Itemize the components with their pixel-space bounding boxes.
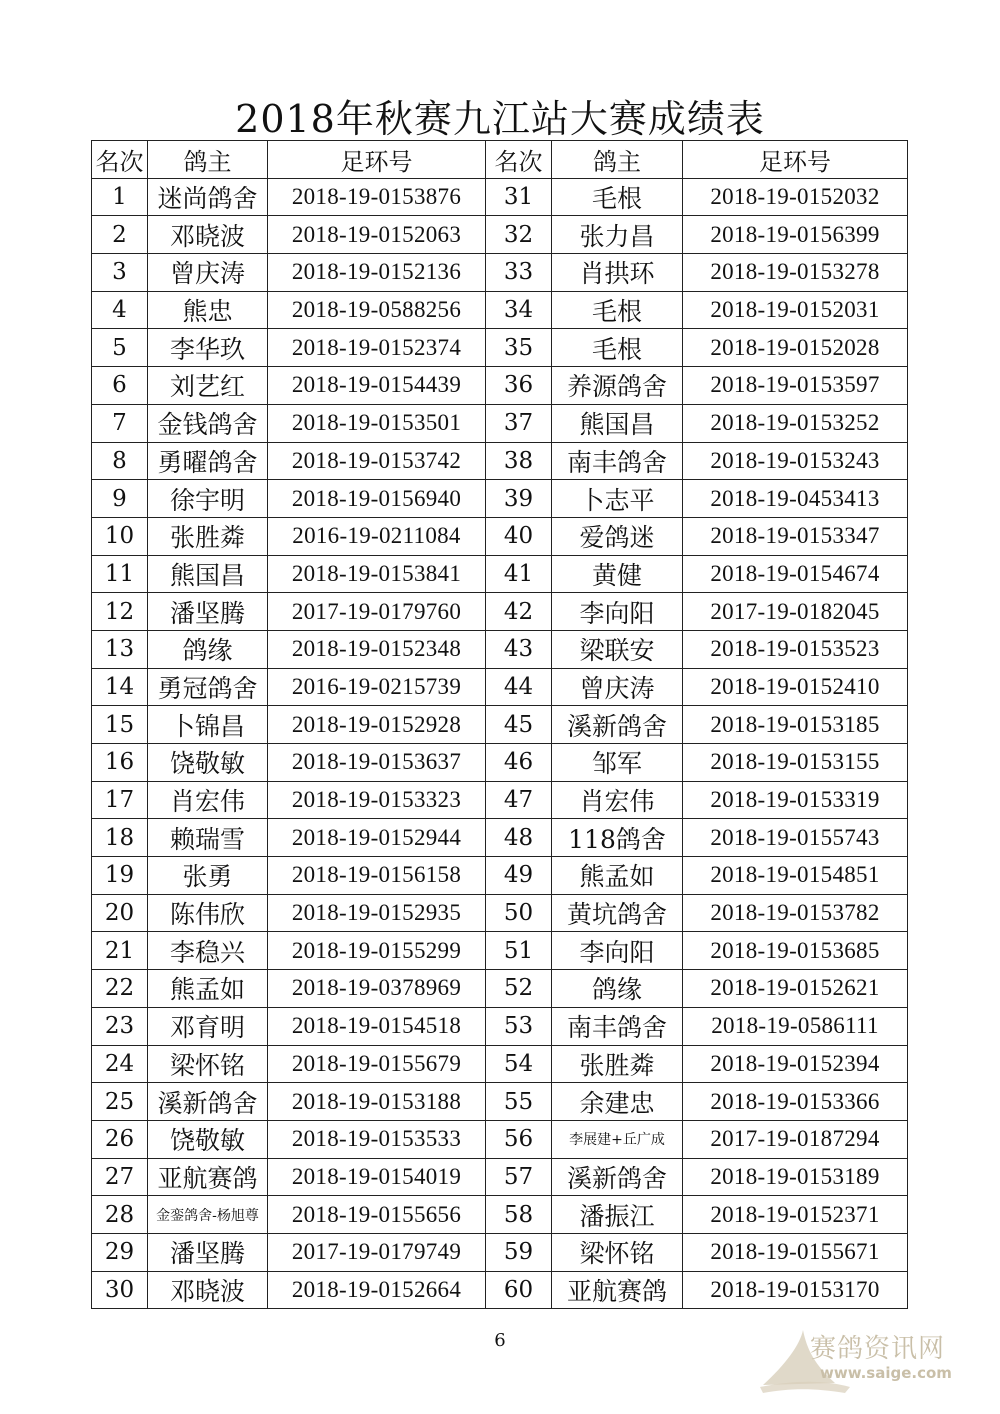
rank-cell: 35 <box>486 329 552 367</box>
owner-cell: 李稳兴 <box>148 932 268 970</box>
rank-cell: 17 <box>92 781 148 819</box>
ring-cell: 2016-19-0211084 <box>268 517 486 555</box>
owner-cell: 勇冠鸽舍 <box>148 668 268 706</box>
owner-cell: 徐宇明 <box>148 480 268 518</box>
owner-cell: 曾庆涛 <box>148 254 268 292</box>
rank-cell: 19 <box>92 857 148 895</box>
rank-cell: 46 <box>486 744 552 782</box>
owner-cell: 爱鸽迷 <box>552 517 683 555</box>
ring-cell: 2018-19-0153155 <box>683 744 908 782</box>
owner-cell: 金銮鸽舍-杨旭尊 <box>148 1196 268 1234</box>
owner-cell: 毛根 <box>552 291 683 329</box>
ring-cell: 2018-19-0155656 <box>268 1196 486 1234</box>
table-row <box>92 894 908 932</box>
ring-cell: 2018-19-0152063 <box>268 216 486 254</box>
rank-cell: 4 <box>92 291 148 329</box>
table-row <box>92 932 908 970</box>
table-row <box>92 1196 908 1234</box>
owner-cell: 熊孟如 <box>148 970 268 1008</box>
ring-cell: 2018-19-0152348 <box>268 630 486 668</box>
rank-cell: 42 <box>486 593 552 631</box>
rank-cell: 25 <box>92 1083 148 1121</box>
rank-cell: 33 <box>486 254 552 292</box>
ring-cell: 2018-19-0155679 <box>268 1045 486 1083</box>
rank-cell: 50 <box>486 894 552 932</box>
rank-cell: 21 <box>92 932 148 970</box>
results-body <box>92 178 908 1309</box>
ring-cell: 2018-19-0153188 <box>268 1083 486 1121</box>
ring-cell: 2018-19-0152394 <box>683 1045 908 1083</box>
owner-cell: 李向阳 <box>552 593 683 631</box>
ring-cell: 2018-19-0153252 <box>683 404 908 442</box>
ring-cell: 2018-19-0154851 <box>683 857 908 895</box>
results-table <box>91 140 908 1309</box>
rank-cell: 38 <box>486 442 552 480</box>
owner-cell: 潘坚腾 <box>148 1233 268 1271</box>
ring-cell: 2018-19-0153742 <box>268 442 486 480</box>
rank-cell: 59 <box>486 1233 552 1271</box>
rank-cell: 37 <box>486 404 552 442</box>
owner-cell: 李华玖 <box>148 329 268 367</box>
ring-cell: 2018-19-0153841 <box>268 555 486 593</box>
ring-cell: 2018-19-0153501 <box>268 404 486 442</box>
table-row <box>92 1120 908 1158</box>
ring-cell: 2017-19-0187294 <box>683 1120 908 1158</box>
rank-cell: 47 <box>486 781 552 819</box>
rank-cell: 30 <box>92 1271 148 1309</box>
ring-cell: 2018-19-0152371 <box>683 1196 908 1234</box>
rank-cell: 5 <box>92 329 148 367</box>
ring-cell: 2018-19-0152374 <box>268 329 486 367</box>
owner-cell: 熊孟如 <box>552 857 683 895</box>
header-owner: 鸽主 <box>552 141 683 179</box>
owner-cell: 亚航赛鸽 <box>552 1271 683 1309</box>
rank-cell: 34 <box>486 291 552 329</box>
owner-cell: 陈伟欣 <box>148 894 268 932</box>
rank-cell: 22 <box>92 970 148 1008</box>
header-ring: 足环号 <box>683 141 908 179</box>
ring-cell: 2018-19-0153278 <box>683 254 908 292</box>
table-row <box>92 781 908 819</box>
table-row <box>92 1007 908 1045</box>
rank-cell: 2 <box>92 216 148 254</box>
rank-cell: 43 <box>486 630 552 668</box>
ring-cell: 2018-19-0152664 <box>268 1271 486 1309</box>
owner-cell: 潘振江 <box>552 1196 683 1234</box>
table-row <box>92 216 908 254</box>
owner-cell: 张胜粦 <box>552 1045 683 1083</box>
ring-cell: 2018-19-0152944 <box>268 819 486 857</box>
table-row <box>92 404 908 442</box>
rank-cell: 24 <box>92 1045 148 1083</box>
ring-cell: 2017-19-0179749 <box>268 1233 486 1271</box>
rank-cell: 3 <box>92 254 148 292</box>
ring-cell: 2017-19-0182045 <box>683 593 908 631</box>
rank-cell: 18 <box>92 819 148 857</box>
owner-cell: 卜志平 <box>552 480 683 518</box>
table-row <box>92 668 908 706</box>
ring-cell: 2018-19-0153366 <box>683 1083 908 1121</box>
owner-cell: 金钱鸽舍 <box>148 404 268 442</box>
ring-cell: 2018-19-0154518 <box>268 1007 486 1045</box>
ring-cell: 2018-19-0154439 <box>268 367 486 405</box>
owner-cell: 南丰鸽舍 <box>552 1007 683 1045</box>
owner-cell: 溪新鸽舍 <box>552 706 683 744</box>
table-row <box>92 254 908 292</box>
rank-cell: 49 <box>486 857 552 895</box>
owner-cell: 邓育明 <box>148 1007 268 1045</box>
owner-cell: 熊国昌 <box>148 555 268 593</box>
ring-cell: 2018-19-0152928 <box>268 706 486 744</box>
owner-cell: 张勇 <box>148 857 268 895</box>
header-owner: 鸽主 <box>148 141 268 179</box>
table-row <box>92 1233 908 1271</box>
ring-cell: 2018-19-0153523 <box>683 630 908 668</box>
owner-cell: 南丰鸽舍 <box>552 442 683 480</box>
rank-cell: 53 <box>486 1007 552 1045</box>
owner-cell: 饶敬敏 <box>148 744 268 782</box>
rank-cell: 13 <box>92 630 148 668</box>
ring-cell: 2018-19-0156399 <box>683 216 908 254</box>
table-row <box>92 1045 908 1083</box>
owner-cell: 迷尚鸽舍 <box>148 178 268 216</box>
owner-cell: 黄健 <box>552 555 683 593</box>
ring-cell: 2018-19-0152935 <box>268 894 486 932</box>
ring-cell: 2018-19-0153876 <box>268 178 486 216</box>
table-row <box>92 517 908 555</box>
header-ring: 足环号 <box>268 141 486 179</box>
ring-cell: 2018-19-0152621 <box>683 970 908 1008</box>
ring-cell: 2018-19-0153685 <box>683 932 908 970</box>
rank-cell: 6 <box>92 367 148 405</box>
owner-cell: 肖宏伟 <box>148 781 268 819</box>
owner-cell: 肖宏伟 <box>552 781 683 819</box>
rank-cell: 15 <box>92 706 148 744</box>
ring-cell: 2018-19-0588256 <box>268 291 486 329</box>
ring-cell: 2018-19-0153323 <box>268 781 486 819</box>
owner-cell: 余建忠 <box>552 1083 683 1121</box>
ring-cell: 2018-19-0153782 <box>683 894 908 932</box>
owner-cell: 李展建+丘广成 <box>552 1120 683 1158</box>
owner-cell: 肖拱环 <box>552 254 683 292</box>
ring-cell: 2018-19-0153533 <box>268 1120 486 1158</box>
ring-cell: 2018-19-0154674 <box>683 555 908 593</box>
table-row <box>92 442 908 480</box>
table-row <box>92 857 908 895</box>
ring-cell: 2018-19-0453413 <box>683 480 908 518</box>
owner-cell: 张胜粦 <box>148 517 268 555</box>
owner-cell: 梁怀铭 <box>552 1233 683 1271</box>
ring-cell: 2018-19-0153347 <box>683 517 908 555</box>
rank-cell: 58 <box>486 1196 552 1234</box>
page-number: 6 <box>494 1330 506 1351</box>
ring-cell: 2018-19-0153637 <box>268 744 486 782</box>
rank-cell: 56 <box>486 1120 552 1158</box>
owner-cell: 熊忠 <box>148 291 268 329</box>
ring-cell: 2018-19-0153189 <box>683 1158 908 1196</box>
watermark-url: www.saige.com <box>820 1364 952 1382</box>
watermark-text: 赛鸽资讯网 <box>810 1334 946 1364</box>
rank-cell: 41 <box>486 555 552 593</box>
owner-cell: 黄坑鸽舍 <box>552 894 683 932</box>
table-row <box>92 178 908 216</box>
ring-cell: 2018-19-0156158 <box>268 857 486 895</box>
owner-cell: 养源鸽舍 <box>552 367 683 405</box>
owner-cell: 卜锦昌 <box>148 706 268 744</box>
rank-cell: 39 <box>486 480 552 518</box>
table-row <box>92 555 908 593</box>
rank-cell: 54 <box>486 1045 552 1083</box>
header-row <box>92 141 908 179</box>
owner-cell: 饶敬敏 <box>148 1120 268 1158</box>
ring-cell: 2018-19-0378969 <box>268 970 486 1008</box>
rank-cell: 12 <box>92 593 148 631</box>
table-row <box>92 329 908 367</box>
table-row <box>92 970 908 1008</box>
owner-cell: 梁怀铭 <box>148 1045 268 1083</box>
owner-cell: 熊国昌 <box>552 404 683 442</box>
owner-cell: 邓晓波 <box>148 216 268 254</box>
rank-cell: 44 <box>486 668 552 706</box>
rank-cell: 11 <box>92 555 148 593</box>
rank-cell: 20 <box>92 894 148 932</box>
rank-cell: 26 <box>92 1120 148 1158</box>
ring-cell: 2018-19-0152032 <box>683 178 908 216</box>
header-rank: 名次 <box>486 141 552 179</box>
owner-cell: 鸽缘 <box>552 970 683 1008</box>
rank-cell: 8 <box>92 442 148 480</box>
ring-cell: 2018-19-0155671 <box>683 1233 908 1271</box>
table-row <box>92 819 908 857</box>
owner-cell: 曾庆涛 <box>552 668 683 706</box>
rank-cell: 45 <box>486 706 552 744</box>
ring-cell: 2018-19-0152136 <box>268 254 486 292</box>
rank-cell: 14 <box>92 668 148 706</box>
header-rank: 名次 <box>92 141 148 179</box>
ring-cell: 2018-19-0153597 <box>683 367 908 405</box>
owner-cell: 118鸽舍 <box>552 819 683 857</box>
table-row <box>92 291 908 329</box>
rank-cell: 10 <box>92 517 148 555</box>
owner-cell: 亚航赛鸽 <box>148 1158 268 1196</box>
ring-cell: 2016-19-0215739 <box>268 668 486 706</box>
owner-cell: 毛根 <box>552 329 683 367</box>
ring-cell: 2018-19-0152031 <box>683 291 908 329</box>
table-row <box>92 367 908 405</box>
rank-cell: 60 <box>486 1271 552 1309</box>
ring-cell: 2018-19-0586111 <box>683 1007 908 1045</box>
table-row <box>92 630 908 668</box>
rank-cell: 51 <box>486 932 552 970</box>
table-row <box>92 744 908 782</box>
ring-cell: 2018-19-0153319 <box>683 781 908 819</box>
rank-cell: 36 <box>486 367 552 405</box>
owner-cell: 溪新鸽舍 <box>552 1158 683 1196</box>
rank-cell: 23 <box>92 1007 148 1045</box>
ring-cell: 2018-19-0152028 <box>683 329 908 367</box>
ring-cell: 2018-19-0154019 <box>268 1158 486 1196</box>
owner-cell: 邓晓波 <box>148 1271 268 1309</box>
rank-cell: 48 <box>486 819 552 857</box>
owner-cell: 刘艺红 <box>148 367 268 405</box>
table-row <box>92 1083 908 1121</box>
ring-cell: 2018-19-0152410 <box>683 668 908 706</box>
rank-cell: 55 <box>486 1083 552 1121</box>
ring-cell: 2018-19-0153170 <box>683 1271 908 1309</box>
owner-cell: 李向阳 <box>552 932 683 970</box>
ring-cell: 2018-19-0153243 <box>683 442 908 480</box>
table-row <box>92 1271 908 1309</box>
rank-cell: 7 <box>92 404 148 442</box>
rank-cell: 52 <box>486 970 552 1008</box>
page-title: 2018年秋赛九江站大赛成绩表 <box>235 97 765 141</box>
rank-cell: 29 <box>92 1233 148 1271</box>
owner-cell: 潘坚腾 <box>148 593 268 631</box>
owner-cell: 鸽缘 <box>148 630 268 668</box>
ring-cell: 2018-19-0155299 <box>268 932 486 970</box>
ring-cell: 2018-19-0153185 <box>683 706 908 744</box>
owner-cell: 毛根 <box>552 178 683 216</box>
owner-cell: 赖瑞雪 <box>148 819 268 857</box>
rank-cell: 32 <box>486 216 552 254</box>
rank-cell: 27 <box>92 1158 148 1196</box>
ring-cell: 2018-19-0156940 <box>268 480 486 518</box>
rank-cell: 31 <box>486 178 552 216</box>
table-row <box>92 593 908 631</box>
table-row <box>92 706 908 744</box>
rank-cell: 9 <box>92 480 148 518</box>
ring-cell: 2017-19-0179760 <box>268 593 486 631</box>
ring-cell: 2018-19-0155743 <box>683 819 908 857</box>
rank-cell: 40 <box>486 517 552 555</box>
owner-cell: 张力昌 <box>552 216 683 254</box>
rank-cell: 1 <box>92 178 148 216</box>
table-row <box>92 480 908 518</box>
owner-cell: 梁联安 <box>552 630 683 668</box>
rank-cell: 57 <box>486 1158 552 1196</box>
rank-cell: 16 <box>92 744 148 782</box>
owner-cell: 邹军 <box>552 744 683 782</box>
owner-cell: 溪新鸽舍 <box>148 1083 268 1121</box>
table-row <box>92 1158 908 1196</box>
owner-cell: 勇曜鸽舍 <box>148 442 268 480</box>
rank-cell: 28 <box>92 1196 148 1234</box>
